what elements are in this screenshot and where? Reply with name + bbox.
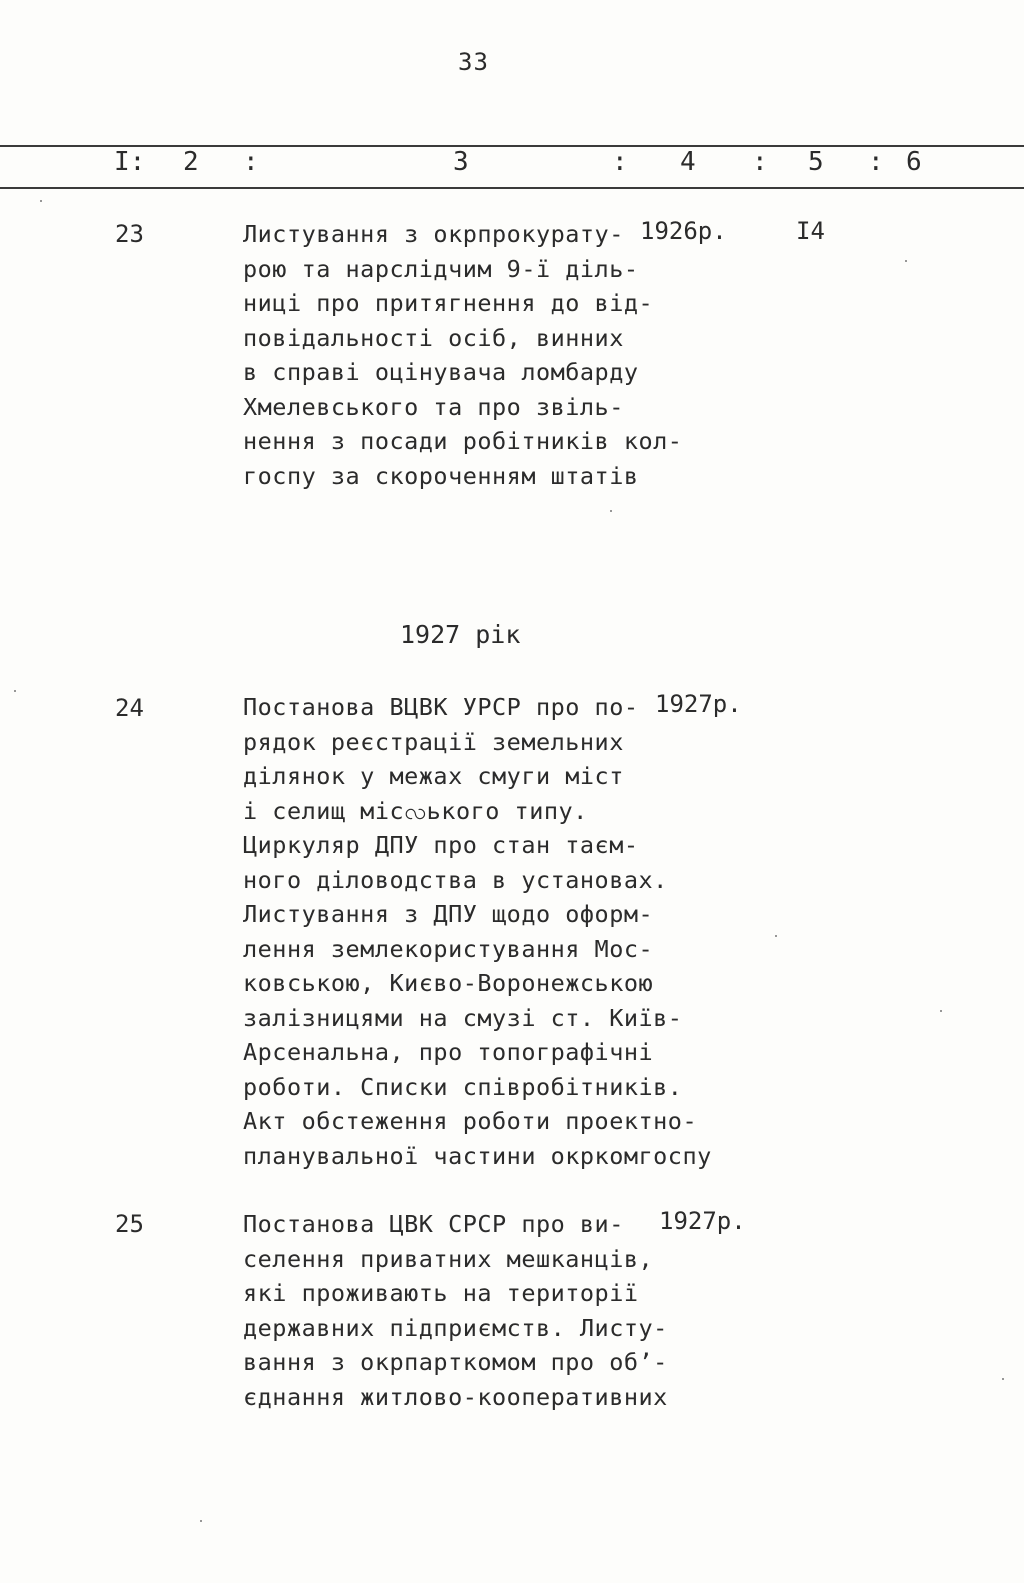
page-number: 33 xyxy=(458,48,489,76)
description-line: ниці про притягнення до від- xyxy=(243,289,654,317)
scan-speck xyxy=(940,1010,942,1012)
description-line: рядок реєстрації земельних xyxy=(243,727,624,756)
entry-sheet-count: I4 xyxy=(796,217,825,245)
description-line: роботи. Списки співробітників. xyxy=(243,1072,683,1101)
description-line: нення з посади робітників кол- xyxy=(243,427,683,455)
scan-speck xyxy=(14,690,16,692)
scan-speck xyxy=(905,260,907,262)
entry-description xyxy=(243,1207,723,1414)
entry-date: 1927р. xyxy=(659,1207,746,1235)
description-line: планувальної частини окркомгоспу xyxy=(243,1141,712,1170)
description-line: в справі оцінувача ломбарду xyxy=(243,358,639,386)
column-header-3: 3 xyxy=(453,147,469,177)
description-line: Хмелевського та про звіль- xyxy=(243,392,624,421)
description-line: які проживають на території xyxy=(243,1279,639,1307)
scan-speck xyxy=(200,1520,202,1522)
scan-speck xyxy=(1002,1378,1004,1380)
description-line: вання з окрпарткомом про об’- xyxy=(243,1348,668,1376)
description-line: Листування з ДПУ щодо оформ- xyxy=(243,900,654,928)
column-separator-4: : xyxy=(868,147,884,177)
description-line: залізницями на смузі ст. Київ- xyxy=(243,1003,683,1032)
column-separator-1: : xyxy=(243,147,259,177)
column-header-6: 6 xyxy=(906,147,922,177)
entry-number: 23 xyxy=(115,220,144,248)
description-line: державних підприємств. Листу- xyxy=(243,1313,668,1342)
column-header-1: I: xyxy=(114,147,146,177)
entry-number: 25 xyxy=(115,1210,144,1238)
description-line: Листування з окрпрокурату- xyxy=(243,220,624,248)
column-separator-3: : xyxy=(752,147,768,177)
column-header-2: 2 xyxy=(183,147,199,177)
column-header-5: 5 xyxy=(808,147,824,177)
description-line: і селищ місလького типу. xyxy=(243,796,588,825)
description-line: Арсенальна, про топографічні xyxy=(243,1038,654,1066)
scan-speck xyxy=(40,200,42,202)
description-line: рою та нарслідчим 9-ї діль- xyxy=(243,254,639,283)
header-bottom-rule xyxy=(0,187,1024,189)
description-line: повідальності осіб, винних xyxy=(243,323,624,352)
description-line: селення приватних мешканців, xyxy=(243,1244,654,1273)
description-line: лення землекористування Мос- xyxy=(243,934,654,963)
description-line: ковською, Києво-Воронежською xyxy=(243,969,654,997)
description-line: госпу за скороченням штатів xyxy=(243,461,639,490)
entry-description xyxy=(243,217,723,493)
entry-date: 1927р. xyxy=(655,690,742,718)
entry-date: 1926р. xyxy=(640,217,727,245)
column-separator-2: : xyxy=(612,147,628,177)
year-heading: 1927 рік xyxy=(400,620,521,649)
scan-speck xyxy=(610,510,612,512)
description-line: ного діловодства в установах. xyxy=(243,865,668,894)
description-line: ділянок у межах смуги міст xyxy=(243,762,624,790)
column-header-4: 4 xyxy=(680,147,696,177)
entry-description xyxy=(243,690,723,1173)
scan-speck xyxy=(775,935,777,937)
description-line: Постанова ВЦВК УРСР про по- xyxy=(243,693,639,721)
description-line: Акт обстеження роботи проектно- xyxy=(243,1107,698,1135)
description-line: єднання житлово-кооперативних xyxy=(243,1382,668,1411)
entry-number: 24 xyxy=(115,694,144,722)
description-line: Циркуляр ДПУ про стан таєм- xyxy=(243,831,639,859)
description-line: Постанова ЦВК СРСР про ви- xyxy=(243,1210,624,1238)
